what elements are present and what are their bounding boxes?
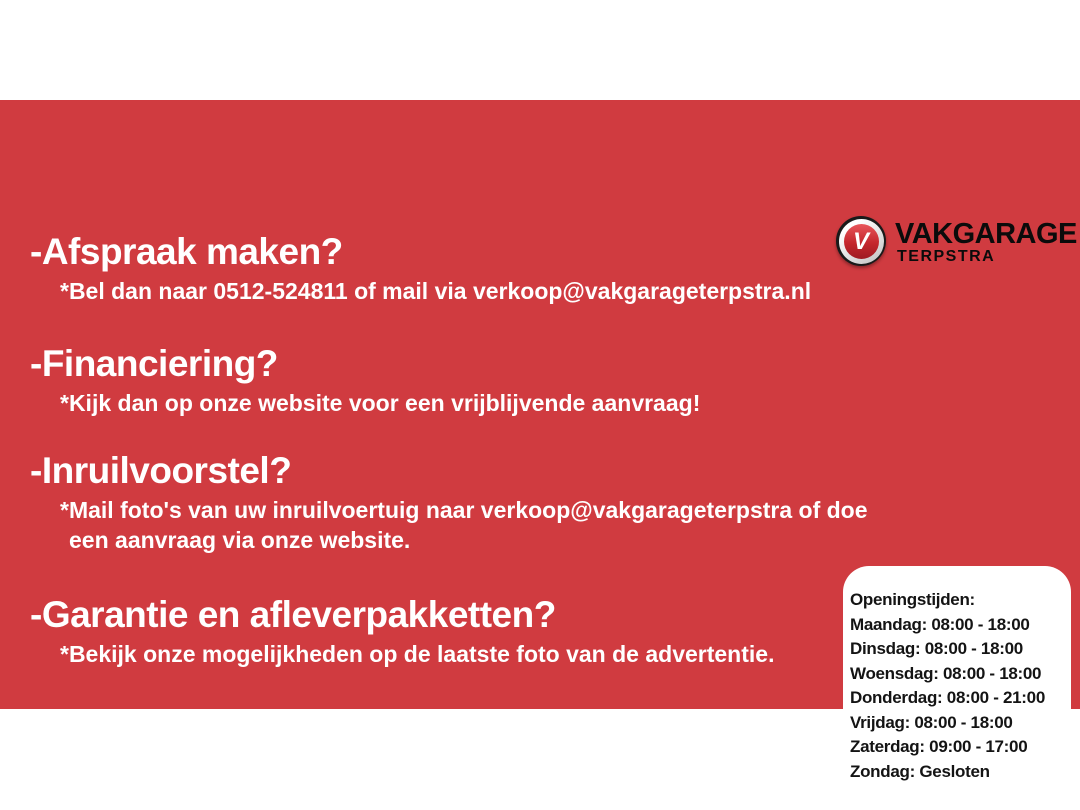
brand-subname: TERPSTRA: [897, 248, 996, 265]
opening-hours-row: Dinsdag: 08:00 - 18:00: [850, 639, 1023, 658]
opening-hours-row: Zondag: Gesloten: [850, 761, 990, 781]
section-details: [60, 753, 890, 783]
opening-hours-row: Zaterdag: 09:00 - 17:00: [850, 737, 1028, 756]
section-heading: -Inruilvoorstel?: [30, 450, 292, 491]
brand-name: VAKGARAGE: [895, 218, 1077, 250]
section-heading: -Financiering?: [30, 343, 278, 384]
section-financiering: [30, 343, 890, 418]
section-detail-line: *Mail foto's van uw inruilvoertuig naar verkoop@vakgarageterpstra of doe: [60, 497, 868, 523]
red-banner: [0, 100, 1080, 781]
section-details: [60, 639, 890, 669]
section-detail-line: *Bel dan naar 0512-524811 of mail via verkoop@vakgarageterpstra.nl: [60, 278, 812, 304]
section-details: [60, 276, 890, 306]
brand-text: [895, 216, 1077, 265]
opening-hours-row: Donderdag: 08:00 - 21:00: [850, 688, 1045, 707]
badge-letter: V: [844, 224, 879, 259]
section-heading: -Bezoekadres?: [30, 708, 287, 749]
section-garantie: [30, 594, 890, 669]
opening-hours-row: Woensdag: 08:00 - 18:00: [850, 663, 1042, 683]
section-detail-line: *Kijk dan op onze website voor een vrijblijvende aanvraag!: [60, 390, 701, 416]
opening-hours-row: Vrijdag: 08:00 - 18:00: [850, 712, 1013, 732]
opening-hours-row: Maandag: 08:00 - 18:00: [850, 614, 1030, 634]
section-bezoekadres: [30, 708, 890, 783]
section-detail-line: een aanvraag via onze website.: [69, 527, 411, 553]
section-afspraak: [30, 231, 890, 306]
section-detail-line: *De Hemmen 17, 9206AS, Drachten (Friesland): [60, 755, 567, 781]
opening-hours-card: [843, 566, 1071, 800]
section-detail-line: *Bekijk onze mogelijkheden op de laatste foto van de advertentie.: [60, 641, 775, 667]
section-details: [60, 495, 890, 555]
section-inruilvoorstel: [30, 450, 890, 555]
opening-hours-title: Openingstijden:: [850, 590, 975, 609]
section-heading: -Garantie en afleverpakketten?: [30, 594, 556, 635]
section-details: [60, 388, 890, 418]
section-heading: -Afspraak maken?: [30, 231, 343, 272]
